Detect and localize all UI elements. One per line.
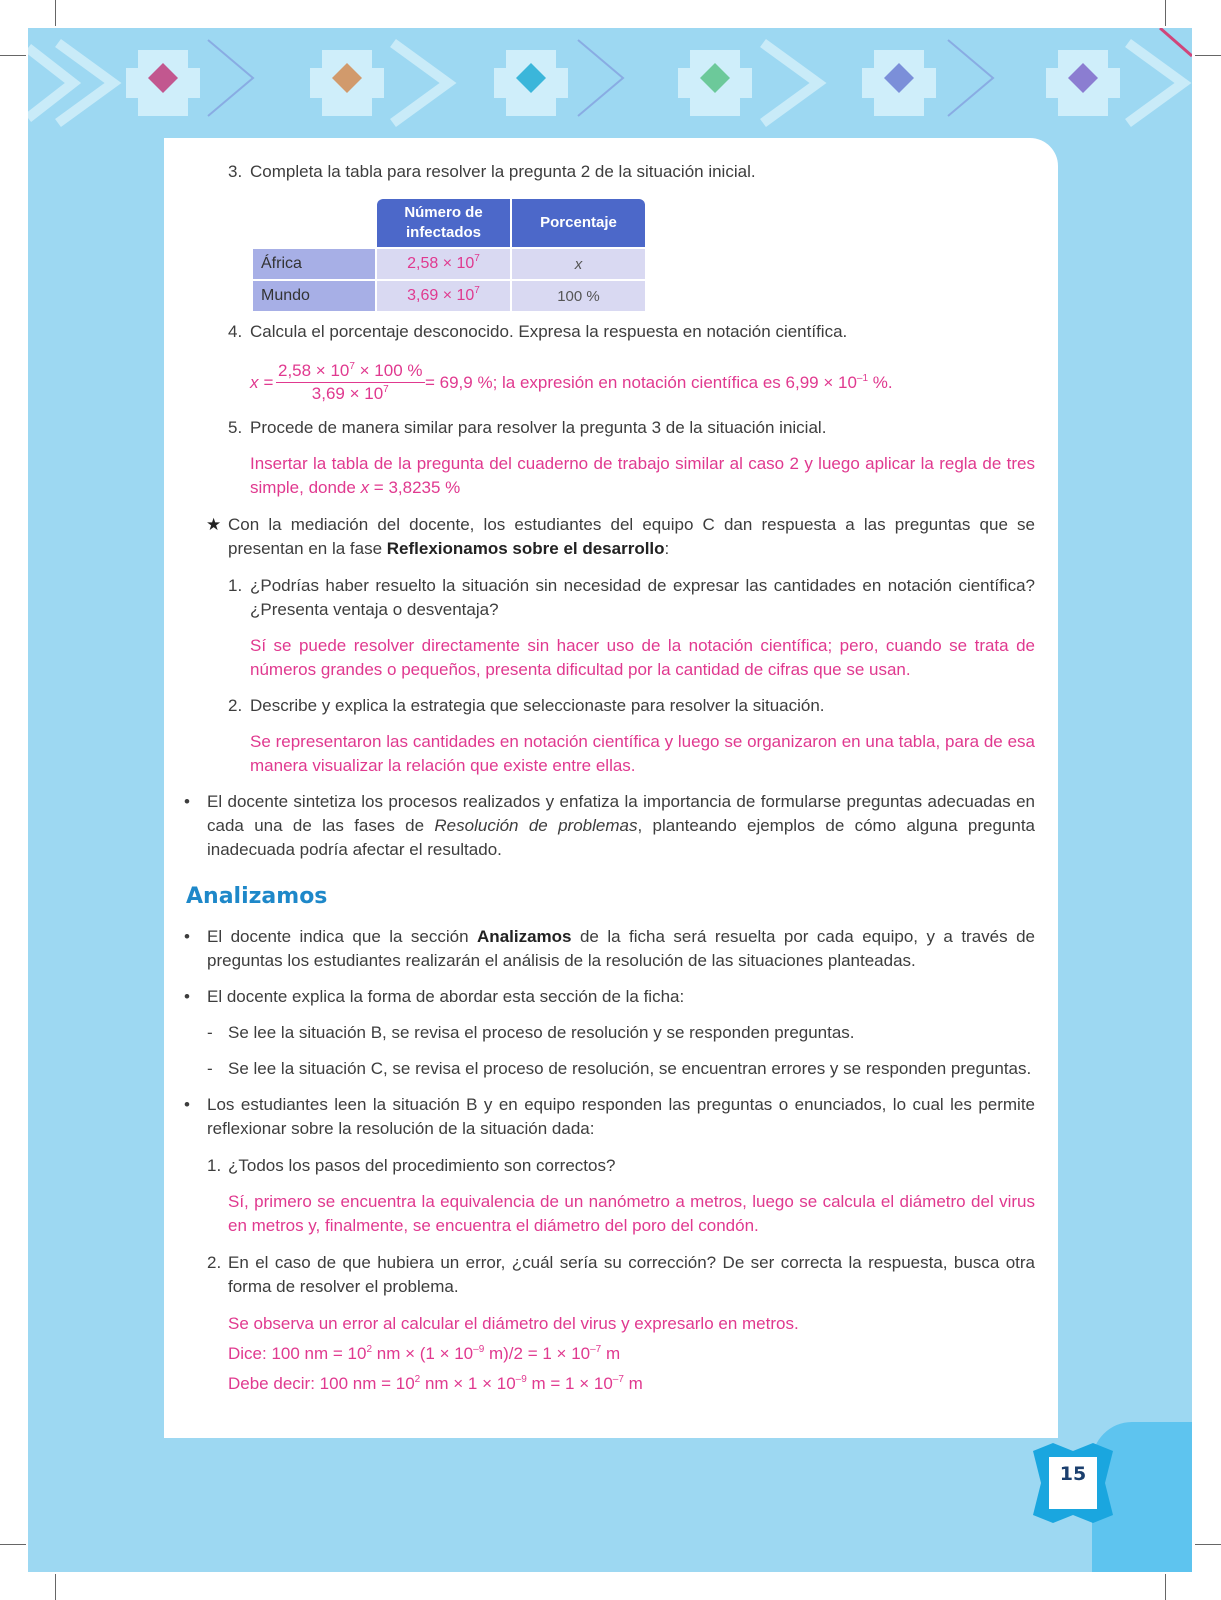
analizamos-dash-1: Se lee la situación B, se revisa el proceso de resolución y se responden preguntas. <box>228 1023 855 1042</box>
item-5-number: 5. <box>228 418 243 437</box>
dash-mark: - <box>207 1059 213 1078</box>
crop-mark <box>0 1544 26 1545</box>
formula-fraction <box>276 360 425 405</box>
crop-mark <box>1195 55 1221 56</box>
table-row <box>253 281 645 311</box>
crop-mark <box>1195 1544 1221 1545</box>
analizamos-bullet-1: El docente indica que la sección Analizamos de la ficha será resuelta por cada equipo, y a través de preguntas los estudiantes realizarán el análisis de la resolución de las situaciones planteadas. <box>207 927 1035 970</box>
decorative-banner <box>28 28 1192 138</box>
analizamos-dice: Dice: 100 nm = $10^2$ nm × ($1 \times 10^{-9}$ $m)/2 = 1 \times 10^{-7}$ m <box>228 1344 621 1363</box>
reflect-1-answer: Sí se puede resolver directamente sin hacer uso de la notación científica; pero, cuando se trata de números grandes o pequeños, presenta dificultad por la cantidad de cifras que se usan. <box>250 636 1035 679</box>
reflect-2-question: Describe y explica la estrategia que seleccionaste para resolver la situación. <box>250 696 825 715</box>
formula-variable: x = <box>250 373 274 392</box>
bullet-mark: • <box>184 927 190 946</box>
analizamos-q1: ¿Todos los pasos del procedimiento son correctos? <box>228 1156 616 1175</box>
table-header-infected: Número de infectados <box>377 199 510 247</box>
reflect-2-number: 2. <box>228 696 243 715</box>
crop-mark <box>1165 1574 1166 1600</box>
crop-mark <box>55 0 56 26</box>
table-header-percent: Porcentaje <box>512 199 645 247</box>
section-title: Analizamos <box>186 884 328 909</box>
bullet-mark: • <box>184 792 190 811</box>
formula-denominator: $3,69 \times 10^7$ <box>311 384 389 403</box>
page-number: 15 <box>1059 1463 1087 1485</box>
analizamos-bullet-3: Los estudiantes leen la situación B y en equipo responden las preguntas o enunciados, lo cual les permite reflexionar sobre la resolución de la situación dada: <box>207 1095 1035 1138</box>
analizamos-q1-number: 1. <box>207 1156 222 1175</box>
dash-mark: - <box>207 1023 213 1042</box>
bullet-mark: • <box>184 1095 190 1114</box>
table-cell-percent: x <box>512 249 645 279</box>
item-5-answer: Insertar la tabla de la pregunta del cuaderno de trabajo similar al caso 2 y luego aplicar la regla de tres simple, donde x = 3,8235 % <box>250 454 1035 497</box>
table-row-label: Mundo <box>253 281 375 311</box>
analizamos-a2: Se observa un error al calcular el diámetro del virus y expresarlo en metros. <box>228 1314 799 1333</box>
crop-mark <box>1165 0 1166 26</box>
table-cell-infected: $3,69 \times 10^7$ <box>377 281 510 311</box>
analizamos-dash-2: Se lee la situación C, se revisa el proceso de resolución, se encuentran errores y se responden preguntas. <box>228 1059 1032 1078</box>
reflect-1-question: ¿Podrías haber resuelto la situación sin necesidad de expresar las cantidades en notación científica? ¿Presenta ventaja o desventaja? <box>250 576 1035 619</box>
reflect-2-answer: Se representaron las cantidades en notación científica y luego se organizaron en una tabla, para de esa manera visualizar la relación que existe entre ellas. <box>250 732 1035 775</box>
table-row-label: África <box>253 249 375 279</box>
analizamos-q2: En el caso de que hubiera un error, ¿cuál sería su corrección? De ser correcta la respuesta, busca otra forma de resolver el problema. <box>228 1253 1035 1296</box>
infected-table <box>251 197 647 313</box>
table-cell-infected: $2,58 \times 10^7$ <box>377 249 510 279</box>
analizamos-debe: Debe decir: 100 nm = $10^2$ nm × $1 \times 10^{-9}$ $m = 1 \times 10^{-7}$ m <box>228 1374 643 1393</box>
formula-numerator: $2,58 \times 10^7 \times 100$ % <box>276 360 425 383</box>
table-row <box>253 249 645 279</box>
formula-result: = 69,9 %; la expresión en notación científica es $6,99 \times 10^{-1}$ %. <box>425 373 893 392</box>
analizamos-q2-number: 2. <box>207 1253 222 1272</box>
table-header-row <box>253 199 645 247</box>
star-paragraph: Con la mediación del docente, los estudiantes del equipo C dan respuesta a las preguntas que se presentan en la fase Reflexionamos sobre el desarrollo: <box>228 515 1035 558</box>
table-header-blank <box>253 199 375 247</box>
crop-mark <box>0 55 26 56</box>
reflect-1-number: 1. <box>228 576 243 595</box>
table-cell-percent: 100 % <box>512 281 645 311</box>
analizamos-bullet-2: El docente explica la forma de abordar esta sección de la ficha: <box>207 987 685 1006</box>
crop-mark <box>55 1574 56 1600</box>
item-5-text: Procede de manera similar para resolver la pregunta 3 de la situación inicial. <box>250 418 827 437</box>
item-4-number: 4. <box>228 322 243 341</box>
item-3-text: Completa la tabla para resolver la pregunta 2 de la situación inicial. <box>250 162 756 181</box>
item-3-number: 3. <box>228 162 243 181</box>
analizamos-a1: Sí, primero se encuentra la equivalencia de un nanómetro a metros, luego se calcula el diámetro del virus en metros y, finalmente, se encuentra el diámetro del poro del condón. <box>228 1192 1035 1235</box>
synthesis-paragraph: El docente sintetiza los procesos realizados y enfatiza la importancia de formularse preguntas adecuadas en cada una de las fases de Resolución de problemas, planteando ejemplos de cómo alguna pregunta inadecuada podría afectar el resultado. <box>207 792 1035 859</box>
bullet-mark: • <box>184 987 190 1006</box>
star-icon: ★ <box>206 515 222 534</box>
item-4-text: Calcula el porcentaje desconocido. Expresa la respuesta en notación científica. <box>250 322 848 341</box>
